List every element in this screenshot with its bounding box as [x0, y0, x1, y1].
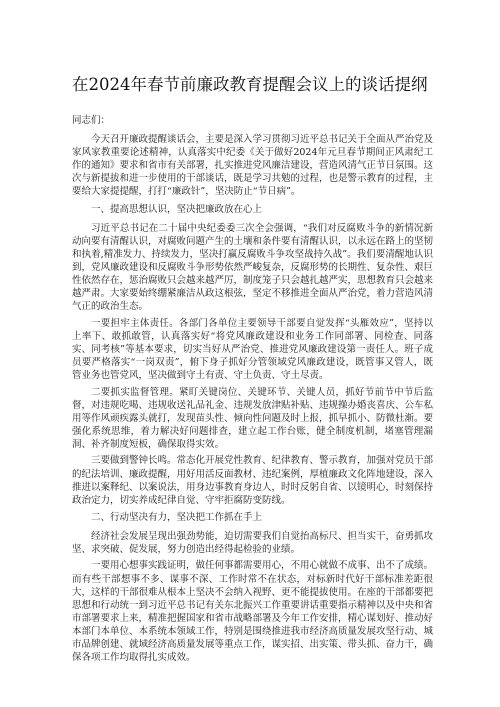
body-paragraph: 习近平总书记在二十届中央纪委委三次全会强调，“我们对反腐败斗争的新情况新动向要有清醒认识，对腐败问题产生的土壤和条件要有清醒认识，以永远在路上的坚韧和执着,精准发力、持续发力，坚决打赢反腐败斗争攻坚战持久战”。我们要清醒地认识到，党风廉政建设和反腐败斗争形势依然严峻复杂，反腐形势的长期性、复杂性、艰巨性依然存在，惩治腐败只会越来越严厉，制度笼子只会越扎越严实，思想教育只会越来越严肃。大家要始终绷紧廉洁从政这根弦，坚定不移推进全面从严治党，着力营造风清气正的政治生态。 — [72, 222, 434, 313]
body-paragraph: 一要担牢主体责任。各部门各单位主要领导干部要自觉发挥“头雁效应”，坚持以上率下、敢抓敢管，认真落实好“将党风廉政建设和业务工作同部署、同检查、同落实、同考核”等基本要求，切实当好从严治党、推进党风廉政建设第一责任人。班子成员要严格落实“一岗双责”，俯下身子抓好分管领域党风廉政建设，既管事又管人，既管业务也管党风，坚决做到守土有责、守土负责、守土尽责。 — [72, 317, 433, 382]
section-heading: 一、提高思想认识，坚决把廉政放在心上 — [91, 203, 263, 215]
body-paragraph: 一要用心想事实践证明，做任何事都需要用心，不用心就做不成事、出不了成绩。而有些干部想事不多、谋事不深、工作时常不在状态，对标新时代好干部标准差距很大，这样的干部很难从根本上坚决不会纳入视野、更不能提拔使用。在座的干部都要把思想和行动统一到习近平总书记有关东北振兴工作重要讲话重要指示精神以及中央和省市部署要求上来，精准把握国家和省市战略部署及今年工作安排，精心谋划好、推动好本部门本单位、本系统本领域工作，特别是围绕推进我市经济高质量发展攻坚行动、城市品牌创建、就域经济高质量发展等重点工作，谋实招、出实策、带头抓、奋力干，确保各项工作均取得扎实成效。 — [72, 560, 434, 664]
document-body — [72, 114, 433, 668]
body-paragraph: 二要抓实监督管理。紧盯关键岗位、关键环节、关键人员，抓好节前节中节后监督，对违规吃喝、违规收送礼品礼金、违规发放津贴补贴、违规操办婚丧喜庆、公车私用等作风顽疾露头就打，发现苗头性、倾向性问题及时上报，抓早抓小、防微杜渐。要强化系统思维，着力解决好问题排查，建立起工作台账，健全制度机制，堵塞管理漏洞、补齐制度短板，确保取得实效。 — [72, 386, 434, 450]
section-heading: 二、行动坚决有力，坚决把工作抓在手上 — [91, 511, 263, 523]
body-paragraph: 三要做到警钟长鸣。常态化开展党性教育、纪律教育、警示教育，加强对党员干部的纪法培训、廉政提醒，用好用活反面教材、违纪案例，厚植廉政文化阵地建设，深入推进以案释纪、以案说法，用身边事教育身边人，时时反躬自省、以镜明心，时刻保持政治定力，切实养成纪律自觉、守牢拒腐防变防线。 — [72, 455, 434, 506]
body-paragraph: 今天召开廉政提醒谈话会，主要是深入学习贯彻习近平总书记关于全面从严治党及家风家教重要论述精神，认真落实中纪委《关于做好2024年元旦春节期间正风肃纪工作的通知》要求和省市有关部署，扎实推进党风廉洁建设，营造风清气正节日氛围。这次与新提拔和进一步使用的干部谈话，既是学习共勉的过程，也是警示教育的过程，主要给大家提提醒，打打“廉政针”，坚决防止“节日病”。 — [72, 134, 434, 198]
greeting: 同志们： — [72, 115, 111, 126]
document-title: 在2024年春节前廉政教育提醒会议上的谈话提纲 — [72, 75, 428, 94]
body-paragraph: 经济社会发展呈现出强劲势能，迫切需要我们自觉抬高标尺、担当实干，奋勇抓攻坚、求突破、促发展，努力创造出经得起检验的业绩。 — [72, 530, 434, 555]
